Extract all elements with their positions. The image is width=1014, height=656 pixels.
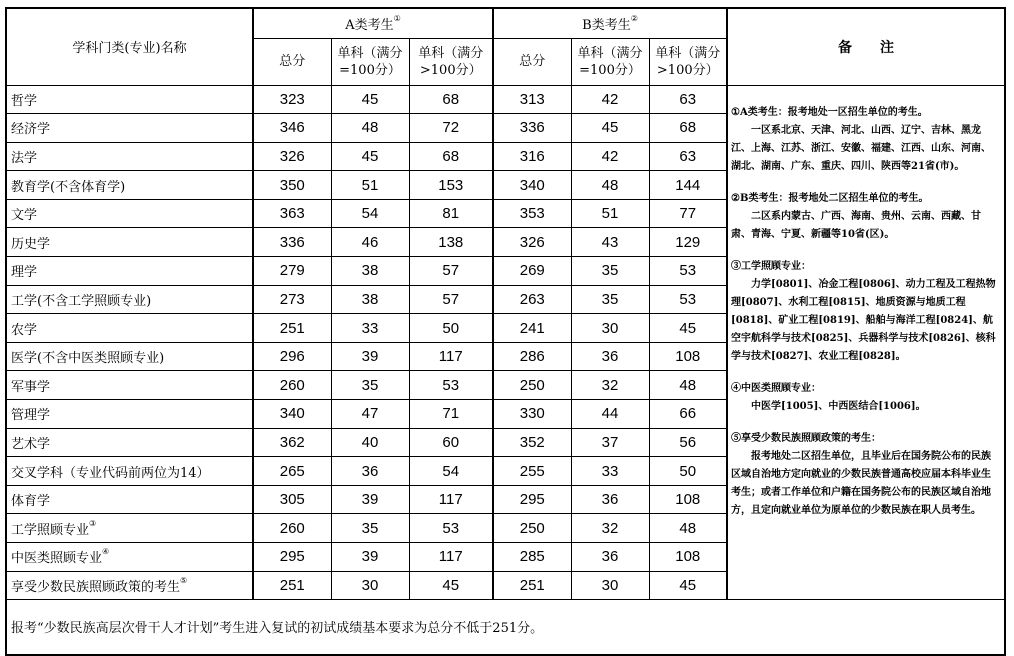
a-score-cell: 39 (331, 342, 409, 371)
subject-name-text: 法学 (11, 150, 38, 166)
remark-body: 二区系内蒙古、广西、海南、贵州、云南、西藏、甘肃、青海、宁夏、新疆等10省(区)。 (731, 210, 982, 240)
b-score-cell: 108 (649, 543, 727, 572)
b-score-cell: 68 (649, 114, 727, 143)
a-score-cell: 296 (253, 342, 331, 371)
a-score-cell: 54 (409, 457, 493, 486)
a-score-cell: 48 (331, 114, 409, 143)
remark-title: ④中医类照顾专业： (731, 382, 822, 394)
a-score-cell: 39 (331, 543, 409, 572)
a-score-cell: 39 (331, 485, 409, 514)
b-score-cell: 255 (493, 457, 571, 486)
subject-name (6, 314, 253, 343)
b-score-cell: 108 (649, 342, 727, 371)
a-score-cell: 117 (409, 543, 493, 572)
subject-name-text: 工学(不含工学照顾专业) (11, 293, 152, 309)
subject-name-text: 军事学 (11, 379, 51, 395)
subject-name (6, 457, 253, 486)
score-table-wrapper (5, 7, 1006, 656)
a-score-cell: 295 (253, 543, 331, 572)
b-score-cell: 51 (571, 199, 649, 228)
subject-name (6, 114, 253, 143)
b-score-cell: 53 (649, 285, 727, 314)
group-a-mark: ① (393, 13, 401, 23)
b-score-cell: 336 (493, 114, 571, 143)
subject-name (6, 371, 253, 400)
a-score-cell: 38 (331, 257, 409, 286)
a-score-cell: 336 (253, 228, 331, 257)
subject-name-text: 教育学(不含体育学) (11, 179, 126, 195)
b-score-cell: 326 (493, 228, 571, 257)
subject-footnote-mark: ⑤ (180, 575, 188, 585)
b-score-cell: 286 (493, 342, 571, 371)
subject-name (6, 543, 253, 572)
subject-name-text: 理学 (11, 265, 38, 281)
remarks-cell (727, 85, 1005, 600)
remarks-header: 备注 (727, 8, 1005, 85)
b-score-cell: 269 (493, 257, 571, 286)
a-score-cell: 68 (409, 142, 493, 171)
a-score-cell: 35 (331, 371, 409, 400)
a-score-cell: 138 (409, 228, 493, 257)
a-total-header: 总分 (253, 38, 331, 85)
b-score-cell: 36 (571, 342, 649, 371)
a-score-cell: 33 (331, 314, 409, 343)
subject-name (6, 571, 253, 600)
footer-row (6, 600, 1005, 655)
remark-title: ⑤享受少数民族照顾政策的考生： (731, 432, 882, 444)
b-score-cell: 44 (571, 400, 649, 429)
b-score-cell: 45 (649, 571, 727, 600)
remark-body: 报考地处二区招生单位，且毕业后在国务院公布的民族区域自治地方定向就业的少数民族普通高校应届本科毕业生考生；或者工作单位和户籍在国务院公布的民族区域自治地方，且定向就业单位为原单位的少数民族在职人员考生。 (731, 450, 992, 516)
remark-block (731, 190, 998, 244)
subject-header: 学科门类(专业)名称 (6, 8, 253, 85)
a-score-cell: 51 (331, 171, 409, 200)
b-score-cell: 53 (649, 257, 727, 286)
a-score-cell: 45 (331, 142, 409, 171)
a-score-cell: 50 (409, 314, 493, 343)
subject-name (6, 342, 253, 371)
a-score-cell: 363 (253, 199, 331, 228)
group-a-header (253, 8, 493, 38)
remark-block (731, 258, 998, 366)
a-score-cell: 153 (409, 171, 493, 200)
b-score-cell: 66 (649, 400, 727, 429)
subject-name-text: 体育学 (11, 494, 51, 510)
b-score-cell: 352 (493, 428, 571, 457)
subject-name-text: 管理学 (11, 408, 51, 424)
subject-name (6, 285, 253, 314)
a-score-cell: 60 (409, 428, 493, 457)
b-score-cell: 63 (649, 85, 727, 114)
b-score-cell: 313 (493, 85, 571, 114)
subject-name-text: 中医类照顾专业 (11, 551, 103, 567)
a-single-over100-header: 单科（满分>100分） (409, 38, 493, 85)
a-score-cell: 305 (253, 485, 331, 514)
b-score-cell: 250 (493, 371, 571, 400)
b-score-cell: 144 (649, 171, 727, 200)
b-score-cell: 36 (571, 485, 649, 514)
b-score-cell: 63 (649, 142, 727, 171)
subject-name (6, 485, 253, 514)
subject-name-text: 历史学 (11, 236, 51, 252)
subject-name-text: 艺术学 (11, 436, 51, 452)
b-score-cell: 36 (571, 543, 649, 572)
b-score-cell: 48 (649, 371, 727, 400)
subject-name-text: 文学 (11, 208, 38, 224)
b-score-cell: 330 (493, 400, 571, 429)
a-score-cell: 45 (409, 571, 493, 600)
a-score-cell: 260 (253, 514, 331, 543)
b-score-cell: 251 (493, 571, 571, 600)
b-score-cell: 33 (571, 457, 649, 486)
a-score-cell: 81 (409, 199, 493, 228)
a-score-cell: 362 (253, 428, 331, 457)
a-score-cell: 71 (409, 400, 493, 429)
subject-name (6, 142, 253, 171)
a-score-cell: 326 (253, 142, 331, 171)
a-score-cell: 53 (409, 514, 493, 543)
a-score-cell: 45 (331, 85, 409, 114)
a-score-cell: 323 (253, 85, 331, 114)
b-score-cell: 37 (571, 428, 649, 457)
b-single-over100-header: 单科（满分>100分） (649, 38, 727, 85)
remark-body: 一区系北京、天津、河北、山西、辽宁、吉林、黑龙江、上海、江苏、浙江、安徽、福建、江西、山东、河南、湖北、湖南、广东、重庆、四川、陕西等21省(市)。 (731, 124, 992, 172)
footer-note: 报考“少数民族高层次骨干人才计划”考生进入复试的初试成绩基本要求为总分不低于251分。 (6, 600, 1005, 655)
b-score-cell: 316 (493, 142, 571, 171)
a-score-cell: 279 (253, 257, 331, 286)
remark-block (731, 430, 998, 520)
subject-name (6, 199, 253, 228)
group-a-label: A类考生 (345, 17, 394, 33)
subject-name-text: 工学照顾专业 (11, 522, 90, 538)
a-score-cell: 35 (331, 514, 409, 543)
remark-body: 中医学[1005]、中西医结合[1006]。 (751, 400, 926, 412)
b-single100-header: 单科（满分=100分） (571, 38, 649, 85)
b-score-cell: 30 (571, 571, 649, 600)
a-score-cell: 47 (331, 400, 409, 429)
a-score-cell: 57 (409, 285, 493, 314)
subject-name (6, 400, 253, 429)
table-row (6, 85, 1005, 114)
b-score-cell: 250 (493, 514, 571, 543)
b-score-cell: 42 (571, 85, 649, 114)
a-score-cell: 46 (331, 228, 409, 257)
b-score-cell: 30 (571, 314, 649, 343)
b-score-cell: 353 (493, 199, 571, 228)
subject-name (6, 514, 253, 543)
a-score-cell: 340 (253, 400, 331, 429)
b-score-cell: 241 (493, 314, 571, 343)
subject-name (6, 257, 253, 286)
a-score-cell: 57 (409, 257, 493, 286)
remark-block (731, 380, 998, 416)
b-score-cell: 43 (571, 228, 649, 257)
subject-name-text: 享受少数民族照顾政策的考生 (11, 579, 181, 595)
a-score-cell: 54 (331, 199, 409, 228)
b-score-cell: 42 (571, 142, 649, 171)
a-score-cell: 72 (409, 114, 493, 143)
group-b-label: B类考生 (582, 17, 631, 33)
remark-title: ③工学照顾专业： (731, 260, 812, 272)
a-score-cell: 30 (331, 571, 409, 600)
a-score-cell: 117 (409, 342, 493, 371)
b-score-cell: 340 (493, 171, 571, 200)
a-score-cell: 251 (253, 314, 331, 343)
b-score-cell: 48 (571, 171, 649, 200)
a-score-cell: 53 (409, 371, 493, 400)
subject-footnote-mark: ④ (102, 547, 110, 557)
subject-name-text: 医学(不含中医类照顾专业) (11, 351, 165, 367)
a-score-cell: 251 (253, 571, 331, 600)
subject-name (6, 428, 253, 457)
subject-name (6, 85, 253, 114)
a-single100-header: 单科（满分=100分） (331, 38, 409, 85)
b-score-cell: 285 (493, 543, 571, 572)
group-b-mark: ② (630, 13, 638, 23)
subject-name (6, 171, 253, 200)
b-score-cell: 50 (649, 457, 727, 486)
a-score-cell: 346 (253, 114, 331, 143)
a-score-cell: 260 (253, 371, 331, 400)
subject-name (6, 228, 253, 257)
remark-block (731, 104, 998, 176)
a-score-cell: 273 (253, 285, 331, 314)
remark-body: 力学[0801]、冶金工程[0806]、动力工程及工程热物理[0807]、水利工程[0815]、地质资源与地质工程[0818]、矿业工程[0819]、船舶与海洋工程[0824]、航空宇航科学与技术[0825]、兵器科学与技术[0826]、核科学与技术[0827]、农业工程[0828]。 (731, 278, 996, 362)
b-score-cell: 45 (649, 314, 727, 343)
a-score-cell: 350 (253, 171, 331, 200)
b-score-cell: 263 (493, 285, 571, 314)
a-score-cell: 36 (331, 457, 409, 486)
a-score-cell: 38 (331, 285, 409, 314)
b-total-header: 总分 (493, 38, 571, 85)
b-score-cell: 129 (649, 228, 727, 257)
b-score-cell: 108 (649, 485, 727, 514)
b-score-cell: 35 (571, 285, 649, 314)
score-table (5, 7, 1006, 656)
subject-footnote-mark: ③ (89, 518, 97, 528)
subject-name-text: 交叉学科（专业代码前两位为14） (11, 465, 210, 481)
group-b-header (493, 8, 727, 38)
subject-name-text: 农学 (11, 322, 38, 338)
b-score-cell: 48 (649, 514, 727, 543)
b-score-cell: 32 (571, 371, 649, 400)
b-score-cell: 295 (493, 485, 571, 514)
remark-title: ②B类考生：报考地处二区招生单位的考生。 (731, 192, 929, 204)
b-score-cell: 35 (571, 257, 649, 286)
b-score-cell: 32 (571, 514, 649, 543)
b-score-cell: 77 (649, 199, 727, 228)
a-score-cell: 117 (409, 485, 493, 514)
remark-title: ①A类考生：报考地处一区招生单位的考生。 (731, 106, 928, 118)
b-score-cell: 56 (649, 428, 727, 457)
a-score-cell: 40 (331, 428, 409, 457)
b-score-cell: 45 (571, 114, 649, 143)
a-score-cell: 265 (253, 457, 331, 486)
subject-name-text: 经济学 (11, 122, 51, 138)
subject-name-text: 哲学 (11, 93, 38, 109)
a-score-cell: 68 (409, 85, 493, 114)
